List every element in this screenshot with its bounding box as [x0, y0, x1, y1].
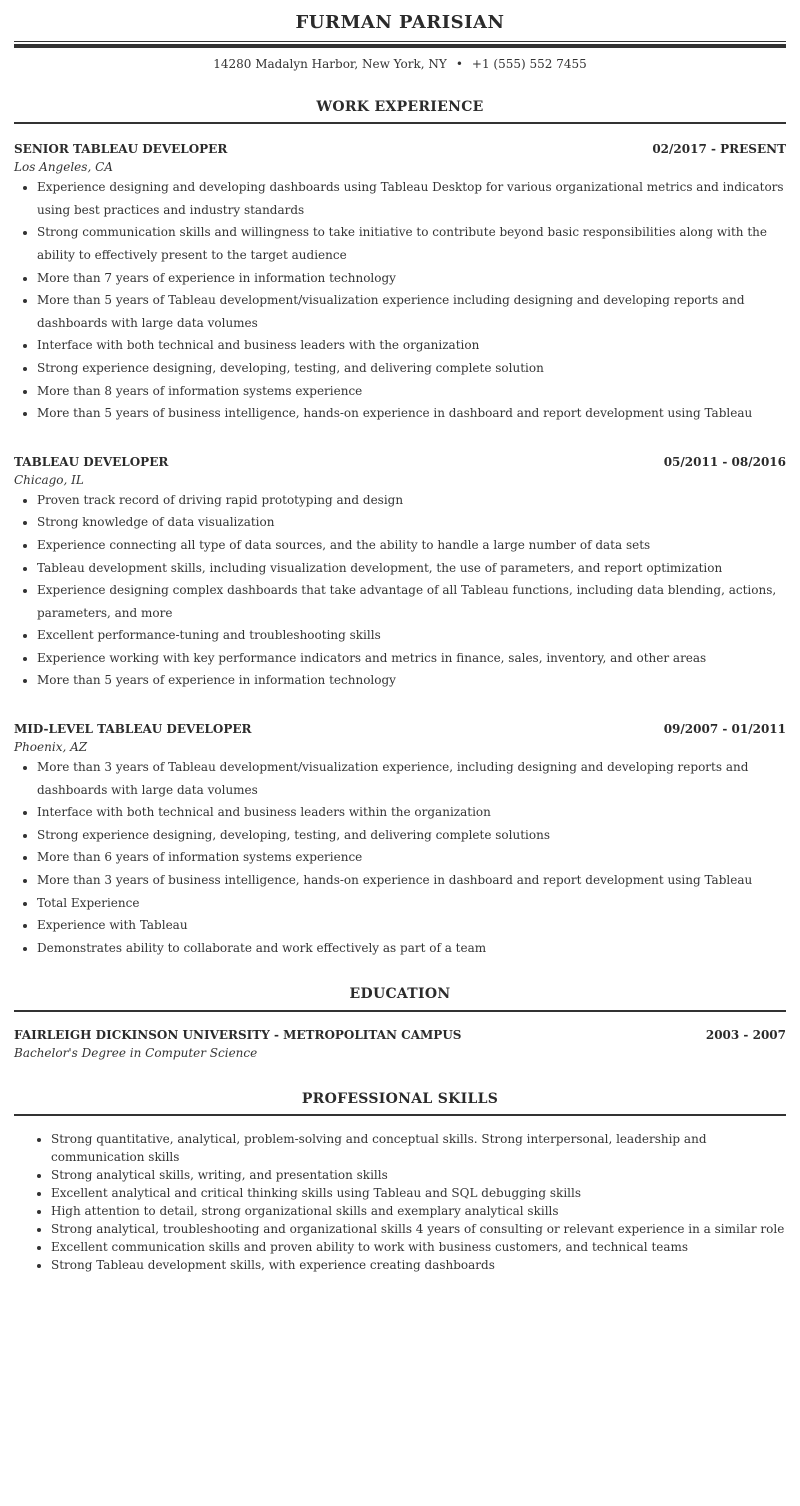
bullet-item: • Demonstrates ability to collaborate and work effectively as part of a team	[37, 937, 786, 960]
education-entry	[14, 1026, 786, 1062]
skills-list	[14, 1130, 786, 1274]
contact-separator: •	[455, 57, 463, 71]
phone: +1 (555) 552 7455	[471, 57, 587, 71]
section-title-education: EDUCATION	[349, 986, 451, 1003]
candidate-name: FURMAN PARISIAN	[295, 12, 505, 33]
bullet-item: • Proven track record of driving rapid prototyping and design	[37, 489, 786, 512]
bullet-item: • Strong communication skills and willingness to take initiative to contribute beyond basic responsibilities along with the ability to effectively present to the target audience	[37, 221, 786, 266]
contact-line	[14, 57, 786, 77]
skills-section	[14, 1090, 786, 1274]
header-divider	[14, 41, 786, 49]
section-divider	[14, 122, 786, 124]
job-location: Chicago, IL	[14, 472, 84, 487]
bullet-item: • Excellent performance-tuning and troubleshooting skills	[37, 624, 786, 647]
bullet-item: • Strong experience designing, developing, testing, and delivering complete solutions	[37, 824, 786, 847]
bullet-item: • Interface with both technical and business leaders with the organization	[37, 334, 786, 357]
section-divider	[14, 1010, 786, 1012]
bullet-item: • More than 3 years of business intelligence, hands-on experience in dashboard and report development using Tableau	[37, 869, 786, 892]
job-bullets	[14, 756, 786, 959]
job-location: Phoenix, AZ	[14, 740, 88, 755]
job-title: MID-LEVEL TABLEAU DEVELOPER	[14, 722, 252, 737]
bullet-item: • Experience working with key performance indicators and metrics in finance, sales, inventory, and other areas	[37, 647, 786, 670]
job-title: SENIOR TABLEAU DEVELOPER	[14, 142, 228, 157]
skill-item: • Excellent analytical and critical thinking skills using Tableau and SQL debugging skills	[51, 1184, 786, 1202]
bullet-item: • Tableau development skills, including visualization development, the use of parameters, and report optimization	[37, 557, 786, 580]
job-dates: 02/2017 - PRESENT	[652, 142, 786, 157]
bullet-item: • Strong experience designing, developing, testing, and delivering complete solution	[37, 357, 786, 380]
skill-item: • Strong Tableau development skills, with experience creating dashboards	[51, 1256, 786, 1274]
job-bullets	[14, 176, 786, 425]
education-section	[14, 985, 786, 1061]
section-divider	[14, 1114, 786, 1116]
skill-item: • Strong quantitative, analytical, problem-solving and conceptual skills. Strong interpersonal, leadership and communication skills	[51, 1130, 786, 1166]
job-entry	[14, 453, 786, 692]
job-entry	[14, 140, 786, 425]
section-title-skills: PROFESSIONAL SKILLS	[301, 1090, 499, 1107]
section-title-work: WORK EXPERIENCE	[316, 99, 484, 115]
education-years: 2003 - 2007	[705, 1027, 786, 1042]
job-title: TABLEAU DEVELOPER	[14, 454, 169, 469]
address: 14280 Madalyn Harbor, New York, NY	[213, 57, 447, 71]
job-dates: 09/2007 - 01/2011	[663, 722, 786, 737]
bullet-item: • Experience with Tableau	[37, 914, 786, 937]
bullet-item: • More than 5 years of experience in information technology	[37, 669, 786, 692]
skill-item: • Excellent communication skills and proven ability to work with business customers, and technical teams	[51, 1238, 786, 1256]
skill-item: • High attention to detail, strong organizational skills and exemplary analytical skills	[51, 1202, 786, 1220]
bullet-item: • Total Experience	[37, 892, 786, 915]
bullet-item: • Interface with both technical and business leaders within the organization	[37, 801, 786, 824]
bullet-item: • Experience designing and developing dashboards using Tableau Desktop for various organizational metrics and indicators using best practices and industry standards	[37, 176, 786, 221]
bullet-item: • More than 7 years of experience in information technology	[37, 267, 786, 290]
school-name: FAIRLEIGH DICKINSON UNIVERSITY - METROPOLITAN CAMPUS	[14, 1027, 462, 1042]
job-location: Los Angeles, CA	[14, 160, 113, 175]
job-entry	[14, 720, 786, 959]
skill-item: • Strong analytical skills, writing, and presentation skills	[51, 1166, 786, 1184]
job-dates: 05/2011 - 08/2016	[663, 454, 786, 469]
skill-item: • Strong analytical, troubleshooting and organizational skills 4 years of consulting or relevant experience in a similar role	[51, 1220, 786, 1238]
bullet-item: • Strong knowledge of data visualization	[37, 511, 786, 534]
bullet-item: • More than 5 years of Tableau development/visualization experience including designing and developing reports and dashboards with large data volumes	[37, 289, 786, 334]
bullet-item: • Experience designing complex dashboards that take advantage of all Tableau functions, including data blending, actions, parameters, and more	[37, 579, 786, 624]
bullet-item: • Experience connecting all type of data sources, and the ability to handle a large number of data sets	[37, 534, 786, 557]
degree: Bachelor's Degree in Computer Science	[14, 1045, 258, 1060]
job-bullets	[14, 489, 786, 692]
bullet-item: • More than 5 years of business intelligence, hands-on experience in dashboard and report development using Tableau	[37, 402, 786, 425]
bullet-item: • More than 8 years of information systems experience	[37, 380, 786, 403]
bullet-item: • More than 6 years of information systems experience	[37, 846, 786, 869]
work-experience-section	[14, 98, 786, 959]
bullet-item: • More than 3 years of Tableau development/visualization experience, including designing and developing reports and dashboards with large data volumes	[37, 756, 786, 801]
